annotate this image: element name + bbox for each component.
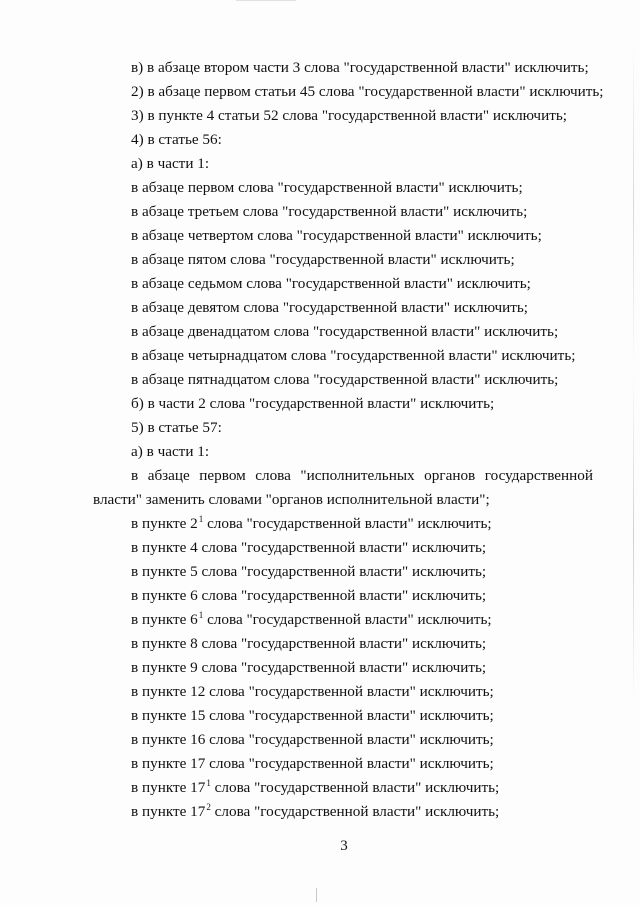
item-superscript: 1	[198, 514, 204, 524]
item-text: в пункте 16 слова "государственной власти" исключить;	[131, 731, 494, 748]
item-text: в пункте 17 слова "государственной власти" исключить;	[131, 755, 494, 772]
text-line: в абзаце третьем слова "государственной власти" исключить;	[131, 203, 528, 220]
text-line: в абзаце четвертом слова "государственной власти" исключить;	[131, 227, 542, 244]
text-line: 4) в статье 56:	[131, 131, 222, 148]
item-text: в пункте 9 слова "государственной власти" исключить;	[131, 659, 487, 676]
item-line	[131, 608, 640, 632]
item-suffix: слова "государственной власти" исключить;	[203, 611, 492, 628]
item-text: в пункте 17	[131, 803, 206, 820]
page-number: 3	[340, 838, 348, 854]
item-line	[131, 704, 640, 728]
item-line	[131, 632, 640, 656]
text-line: в абзаце двенадцатом слова "государственной власти" исключить;	[131, 323, 559, 340]
item-suffix: слова "государственной власти" исключить;	[210, 803, 500, 820]
item-line	[131, 680, 640, 704]
text-line: б) в части 2 слова "государственной власти" исключить;	[131, 395, 495, 412]
text-line: в абзаце девятом слова "государственной власти" исключить;	[131, 299, 529, 316]
text-line: в абзаце пятом слова "государственной власти" исключить;	[131, 251, 515, 268]
item-line	[131, 656, 640, 680]
item-text: в пункте 5 слова "государственной власти" исключить;	[131, 563, 487, 580]
item-suffix: слова "государственной власти" исключить;	[203, 515, 492, 532]
item-suffix: слова "государственной власти" исключить;	[210, 779, 500, 796]
item-text: в пункте 4 слова "государственной власти" исключить;	[131, 539, 487, 556]
item-text: в пункте 15 слова "государственной власти" исключить;	[131, 707, 494, 724]
text-line: 5) в статье 57:	[131, 419, 222, 436]
text-line: в) в абзаце втором части 3 слова "государственной власти" исключить;	[131, 59, 589, 76]
item-superscript: 1	[206, 778, 211, 788]
text-line: 2) в абзаце первом статьи 45 слова "государственной власти" исключить;	[131, 83, 604, 100]
document-body	[0, 56, 640, 824]
item-line	[131, 728, 640, 752]
item-line	[131, 512, 640, 536]
item-text: в пункте 17	[131, 779, 206, 796]
item-line	[131, 776, 640, 800]
text-line: в абзаце четырнадцатом слова "государственной власти" исключить;	[131, 347, 576, 364]
item-superscript: 2	[206, 802, 211, 812]
item-superscript: 1	[198, 610, 204, 620]
item-text: в пункте 8 слова "государственной власти" исключить;	[131, 635, 487, 652]
item-text: в пункте 6 слова "государственной власти" исключить;	[131, 587, 487, 604]
text-line: в абзаце седьмом слова "государственной власти" исключить;	[131, 275, 531, 292]
item-line	[131, 752, 640, 776]
text-line: в абзаце первом слова "государственной власти" исключить;	[131, 179, 523, 196]
paragraph-line: в абзаце первом слова "исполнительных органов государственной	[131, 467, 593, 484]
text-line: а) в части 1:	[131, 155, 210, 172]
text-line: в абзаце пятнадцатом слова "государственной власти" исключить;	[131, 371, 559, 388]
item-line	[131, 560, 640, 584]
text-line: а) в части 1:	[131, 443, 210, 460]
item-line	[131, 536, 640, 560]
paragraph-continuation: власти" заменить словами "органов исполнительной власти";	[93, 491, 490, 508]
item-line	[131, 584, 640, 608]
scan-artifact	[236, 0, 296, 1]
text-line: 3) в пункте 4 статьи 52 слова "государственной власти" исключить;	[131, 107, 567, 124]
item-text: в пункте 6	[131, 611, 198, 628]
item-text: в пункте 12 слова "государственной власти" исключить;	[131, 683, 494, 700]
item-line	[131, 800, 640, 824]
item-text: в пункте 2	[131, 515, 198, 532]
scan-artifact	[316, 888, 317, 902]
